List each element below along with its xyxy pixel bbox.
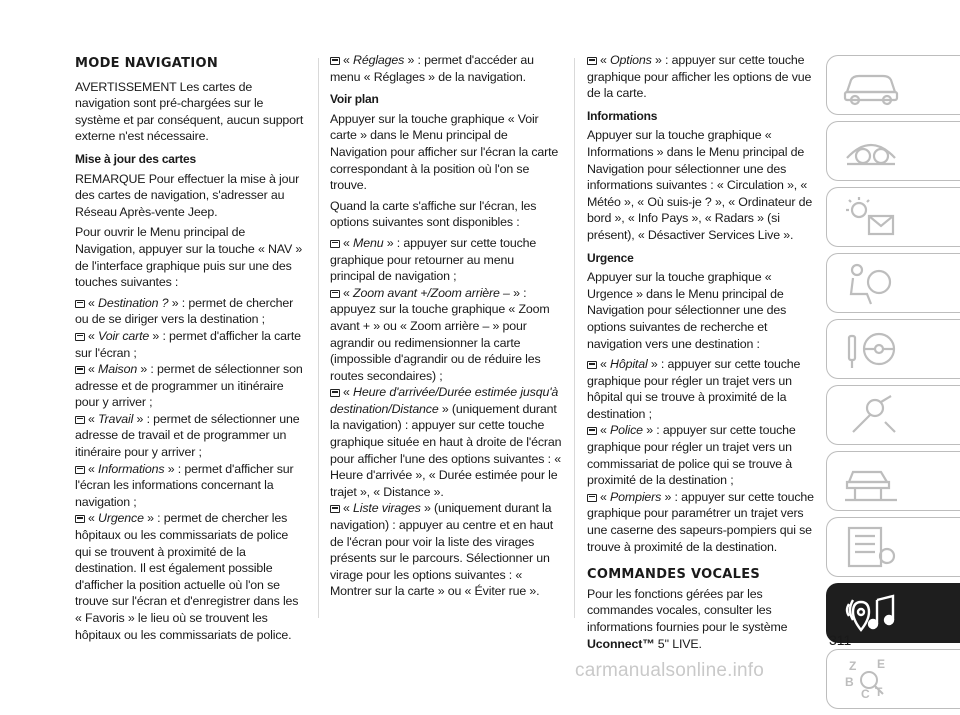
multimedia-icon <box>841 590 901 636</box>
button-icon <box>330 389 340 397</box>
button-icon <box>330 57 340 65</box>
subheading-emergency: Urgence <box>587 250 634 265</box>
watermark: carmanualsonline.info <box>575 660 765 681</box>
button-icon <box>587 361 597 369</box>
svg-text:E: E <box>877 657 886 671</box>
button-icon <box>587 57 597 65</box>
tab-driving[interactable] <box>826 319 960 379</box>
list-item: « Réglages » : permet d'accéder au menu « Réglages » de la navigation. <box>330 53 534 84</box>
specifications-icon <box>841 524 901 570</box>
paragraph-view-map: Appuyer sur la touche graphique « Voir carte » dans le Menu principal de Navigation pour afficher sur l'écran la carte correspondant à la position où l'on se trouve. <box>330 111 559 193</box>
svg-text:B: B <box>845 675 854 689</box>
button-icon <box>587 427 597 435</box>
index-icon <box>841 656 901 702</box>
paragraph-voice: Pour les fonctions gérées par les commandes vocales, consulter les informations fournies pour le système Uconnect™ 5'' LIVE. <box>587 586 788 651</box>
paragraph-warning: AVERTISSEMENT Les cartes de navigation sont pré-chargées sur le système et par conséquent, aucun support externe n'est nécessaire. <box>75 79 304 144</box>
list-item: « Urgence » : permet de chercher les hôpitaux ou les commissariats de police qui se trouvent à proximité de la destination. Il est également possible d'afficher la position actuelle où l'on se trouve sur l'écran et d'enregistrer dans les « Favoris » le lieu où se trouvent les hôpitaux ou les commissariats de police. <box>75 511 299 642</box>
list-item: « Pompiers » : appuyer sur cette touche graphique pour paramétrer un trajet vers une caserne des sapeurs-pompiers qui se trouve à proximité de la destination. <box>587 489 814 554</box>
list-item: « Maison » : permet de sélectionner son adresse et de programmer un itinéraire pour y arriver ; <box>75 362 303 410</box>
page-number: 311 <box>829 632 852 648</box>
button-icon <box>587 494 597 502</box>
button-icon <box>75 515 85 523</box>
column-1 <box>75 52 307 643</box>
car-dashboard-icon <box>841 128 901 174</box>
paragraph-open-menu: Pour ouvrir le Menu principal de Navigation, appuyer sur la touche « NAV » de l'interface graphique puis sur une des touches suivantes : <box>75 225 303 290</box>
button-icon <box>330 240 340 248</box>
tab-maintenance[interactable] <box>826 451 960 511</box>
section-heading-navigation: MODE NAVIGATION <box>75 56 218 71</box>
list-item: « Zoom avant +/Zoom arrière – » : appuyez sur la touche graphique « Zoom avant + » ou « Zoom arrière – » pour agrandir ou redimensionner la carte (impossible d'agrandir ou de réduire les routes secondaires) ; <box>330 285 550 383</box>
column-divider <box>318 58 319 618</box>
paragraph-emergency: Appuyer sur la touche graphique « Urgence » dans le Menu principal de Navigation pour sélectionner une des options suivantes de recherche et navigation vers une destination : <box>587 270 787 351</box>
tab-index[interactable] <box>826 649 960 709</box>
svg-text:C: C <box>861 687 870 701</box>
list-item: « Liste virages » (uniquement durant la navigation) : appuyer au centre et en haut de l'écran pour voir la liste des virages présents sur le parcours. Sélectionner un virage pour les options suivantes : « Montrer sur la carte » ou « Éviter rue ». <box>330 501 554 599</box>
car-icon <box>841 62 901 108</box>
subheading-view-map: Voir plan <box>330 92 379 107</box>
subheading-map-update: Mise à jour des cartes <box>75 151 196 166</box>
button-icon <box>75 366 85 374</box>
airbag-icon <box>841 260 901 306</box>
list-item: « Informations » : permet d'afficher sur l'écran les informations concernant la navigation ; <box>75 461 294 509</box>
tab-warning-lights[interactable] <box>826 187 960 247</box>
wrench-icon <box>841 392 901 438</box>
button-icon <box>330 290 340 298</box>
button-icon <box>75 333 85 341</box>
list-item: « Heure d'arrivée/Durée estimée jusqu'à destination/Distance » (uniquement durant la navigation) : appuyer sur cette touche graphique située en haut à droite de l'écran pour afficher l'une des options suivantes : « Heure d'arrivée », « Durée estimée pour le trajet », « Distance ». <box>330 385 562 499</box>
section-heading-voice-commands: COMMANDES VOCALES <box>587 567 761 583</box>
tab-car[interactable] <box>826 55 960 115</box>
button-icon <box>330 505 340 513</box>
warning-lights-icon <box>841 194 901 240</box>
tab-dashboard[interactable] <box>826 121 960 181</box>
column-divider <box>574 58 575 618</box>
chapter-tabs <box>826 55 960 715</box>
list-item: « Voir carte » : permet d'afficher la carte sur l'écran ; <box>75 328 301 360</box>
list-item: « Menu » : appuyer sur cette touche graphique pour retourner au menu principal de navigation ; <box>330 235 537 284</box>
tab-emergency[interactable] <box>826 385 960 445</box>
button-icon <box>75 416 85 424</box>
tab-technical-data[interactable] <box>826 517 960 577</box>
column-3 <box>587 52 819 656</box>
paragraph-information: Appuyer sur la touche graphique « Informations » dans le Menu principal de Navigation pour sélectionner une des informations suivantes : « Circulation », « Météo », « Où suis-je ? », « Ordinateur de bord », « Info Pays », « Radars » (si présent), « Désactiver Services Live ». <box>587 128 813 242</box>
list-item: « Options » : appuyer sur cette touche graphique pour afficher les options de vue de la carte. <box>587 53 812 101</box>
list-item: « Travail » : permet de sélectionner une adresse de travail et de programmer un itinéraire pour y arriver ; <box>75 411 300 460</box>
paragraph-options: Quand la carte s'affiche sur l'écran, les options suivantes sont disponibles : <box>330 198 537 230</box>
button-icon <box>75 300 85 308</box>
list-item: « Destination ? » : permet de chercher ou de se diriger vers la destination ; <box>75 295 294 327</box>
tab-safety[interactable] <box>826 253 960 313</box>
column-2 <box>330 52 562 600</box>
list-item: « Police » : appuyer sur cette touche graphique pour régler un trajet vers un commissariat de police qui se trouve à proximité de la destination ; <box>587 423 796 488</box>
button-icon <box>75 466 85 474</box>
subheading-information: Informations <box>587 108 658 123</box>
svg-text:Z: Z <box>849 659 857 673</box>
car-lift-icon <box>841 458 901 504</box>
paragraph-note: REMARQUE Pour effectuer la mise à jour des cartes de navigation, s'adresser au Réseau Après-vente Jeep. <box>75 171 300 219</box>
list-item: « Hôpital » : appuyer sur cette touche graphique pour régler un trajet vers un hôpital qui se trouve à proximité de la destination ; <box>587 357 801 421</box>
steering-wheel-icon <box>841 326 901 372</box>
svg-text:T: T <box>875 685 883 699</box>
